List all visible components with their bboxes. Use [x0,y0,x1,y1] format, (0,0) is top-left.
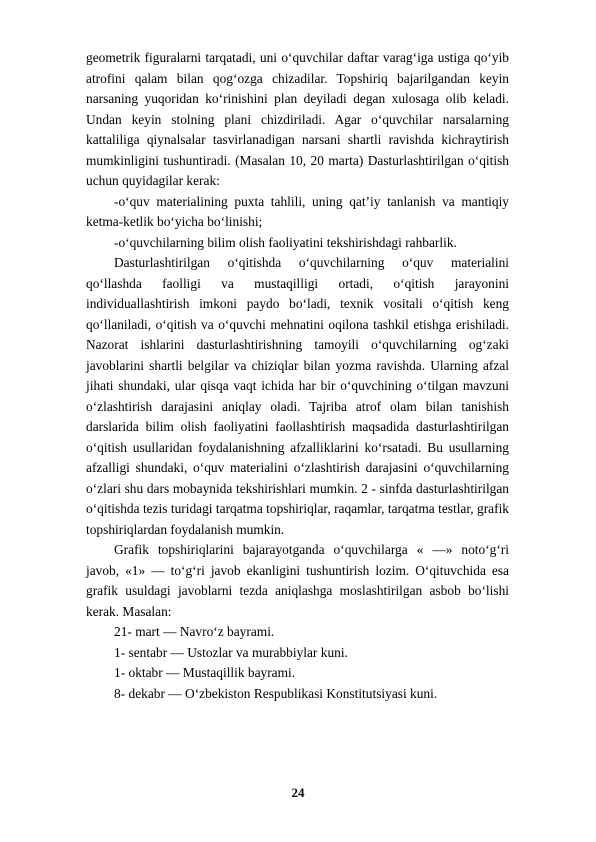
paragraph-programmed-learning: Dasturlashtirilgan o‘qitishda o‘quvchilarning o‘quv materialini qo‘llashda faolligi va mustaqilligi ortadi, o‘qitish jarayonini individuallashtirish imkoni paydo bo‘ladi, texnik vositali o‘qitish keng qo‘llaniladi, o‘qitish va o‘quvchi mehnatini oqilona tashkil etishga erishiladi. Nazorat ishlarini dasturlashtirishning tamoyili o‘quvchilarning og‘zaki javoblarini shartli belgilar va chiziqlar bilan yozma ravishda. Ularning afzal jihati shundaki, ular qisqa vaqt ichida har bir o‘quvchining o‘tilgan mavzuni o‘zlashtirish darajasini aniqlay oladi. Tajriba atrof olam bilan tanishish darslarida bilim olish faoliyatini faollashtirish maqsadida dasturlashtirilgan o‘qitish usullaridan foydalanishning afzalliklarini ko‘rsatadi. Bu usullarning afzalligi shundaki, o‘quv materialini o‘zlashtirish darajasini o‘quvchilarning o‘zlari shu dars mobaynida tekshirishlari mumkin. 2 - sinfda dasturlashtirilgan o‘qitishda tezis turidagi tarqatma topshiriqlar, raqamlar, tarqatma testlar, grafik topshiriqlardan foydalanish mumkin. [86,255,509,537]
requirement-item: -o‘quvchilarning bilim olish faoliyatini tekshirishdagi rahbarlik. [114,234,457,250]
paragraph-graphic-tasks: Grafik topshiriqlarini bajarayotganda o‘quvchilarga « —» noto‘g‘ri javob, «1» — to‘g‘ri javob ekanligini tushuntirish lozim. O‘qituvchida esa grafik usuldagi javoblarni tezda aniqlashga moslashtirilgan asbob bo‘lishi kerak. Masalan: [86,542,509,619]
page-number: 24 [291,785,305,800]
example-item: 8- dekabr — O‘zbekiston Respublikasi Konstitutsiyasi kuni. [114,685,438,701]
body-text [86,48,509,704]
requirement-item: -o‘quv materialining puxta tahlili, uning qat’iy tanlanish va mantiqiy ketma-ketlik bo‘yicha bo‘linishi; [86,193,509,229]
paragraph-intro: geometrik figuralarni tarqatadi, uni o‘quvchilar daftar varag‘iga ustiga qo‘yib atrofini qalam bilan qog‘ozga chizadilar. Topshiriq bajarilgandan keyin narsaning yuqoridan ko‘rinishini plan deyiladi degan xulosaga olib keladi. Undan keyin stolning plani chizdiriladi. Agar o‘quvchilar narsalarning kattaliliga qiynalsalar tasvirlanadigan narsani shartli ravishda kichraytirish mumkinligini tushuntiradi. (Masalan 10, 20 marta) Dasturlashtirilgan o‘qitish uchun quyidagilar kerak: [86,50,509,188]
example-item: 1- sentabr — Ustozlar va murabbiylar kuni. [114,644,348,660]
example-item: 1- oktabr — Mustaqillik bayrami. [114,665,296,680]
example-item: 21- mart — Navro‘z bayrami. [114,624,275,639]
